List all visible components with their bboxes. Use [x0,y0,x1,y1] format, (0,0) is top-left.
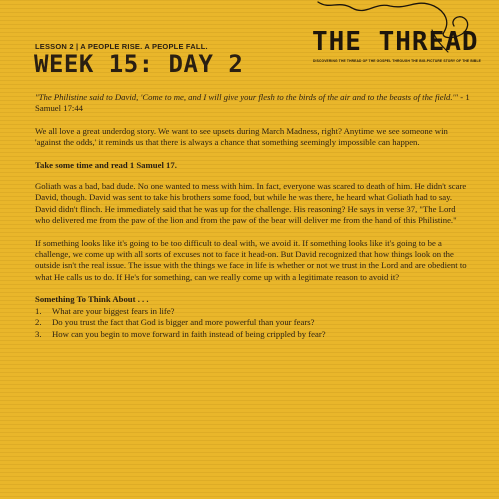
question-text: How can you begin to move forward in faith instead of being crippled by fear? [52,328,326,339]
quote-reference: - 1 Samuel 17:44 [35,92,470,114]
intro-paragraph: We all love a great underdog story. We want to see upsets during March Madness, right? Anytime we see someone win 'against the odds,' it reminds us that there is always a chance that something seemingly impossible can happen. [35,125,448,148]
quote-text: "The Philistine said to David, 'Come to me, and I will give your flesh to the birds of the air and to the beasts of the field.'" [35,92,459,102]
application-paragraph: If something looks like it's going to be too difficult to deal with, we avoid it. If something looks like it's going to be a challenge, we come up with all sorts of excuses not to face it head-on. But David recognized that how things look on the outside isn't the real issue. The issue with the things we face in life is whether or not we trust in the Lord and are obedient to what He calls us to do. If He's for something, can we really come up with a legitimate reason to avoid it? [35,237,467,282]
question-text: What are your biggest fears in life? [52,305,175,316]
lesson-label: LESSON 2 | A PEOPLE RISE. A PEOPLE FALL. [35,42,208,51]
logo-title: THE THREAD [312,27,479,57]
question-number: 1. [35,305,42,316]
reading-instruction: Take some time and read 1 Samuel 17. [35,159,177,170]
the-thread-logo [312,0,481,72]
logo-tagline: DISCOVERING THE THREAD OF THE GOSPEL THROUGH THE BIG-PICTURE STORY OF THE BIBLE [313,59,481,63]
think-heading: Something To Think About . . . [35,294,149,305]
devotional-body [35,92,470,340]
story-paragraph: Goliath was a bad, bad dude. No one wanted to mess with him. In fact, everyone was scared to death of him. He didn't scare David, though. David was sent to take his brothers some food, but while he was there, he heard what Goliath had to say. David didn't flinch. He immediately said that he was up for the challenge. His reasoning? He says in verse 37, "The Lord who delivered me from the paw of the lion and from the paw of the bear will deliver me from the hand of this Philistine." [35,181,467,226]
question-number: 3. [35,328,42,339]
list-item [35,329,470,340]
question-number: 2. [35,317,42,328]
list-item [35,317,470,328]
page-title: WEEK 15: DAY 2 [34,50,244,78]
question-list [35,306,470,340]
list-item [35,306,470,317]
question-text: Do you trust the fact that God is bigger and more powerful than your fears? [52,317,315,328]
scripture-quote [35,92,470,115]
